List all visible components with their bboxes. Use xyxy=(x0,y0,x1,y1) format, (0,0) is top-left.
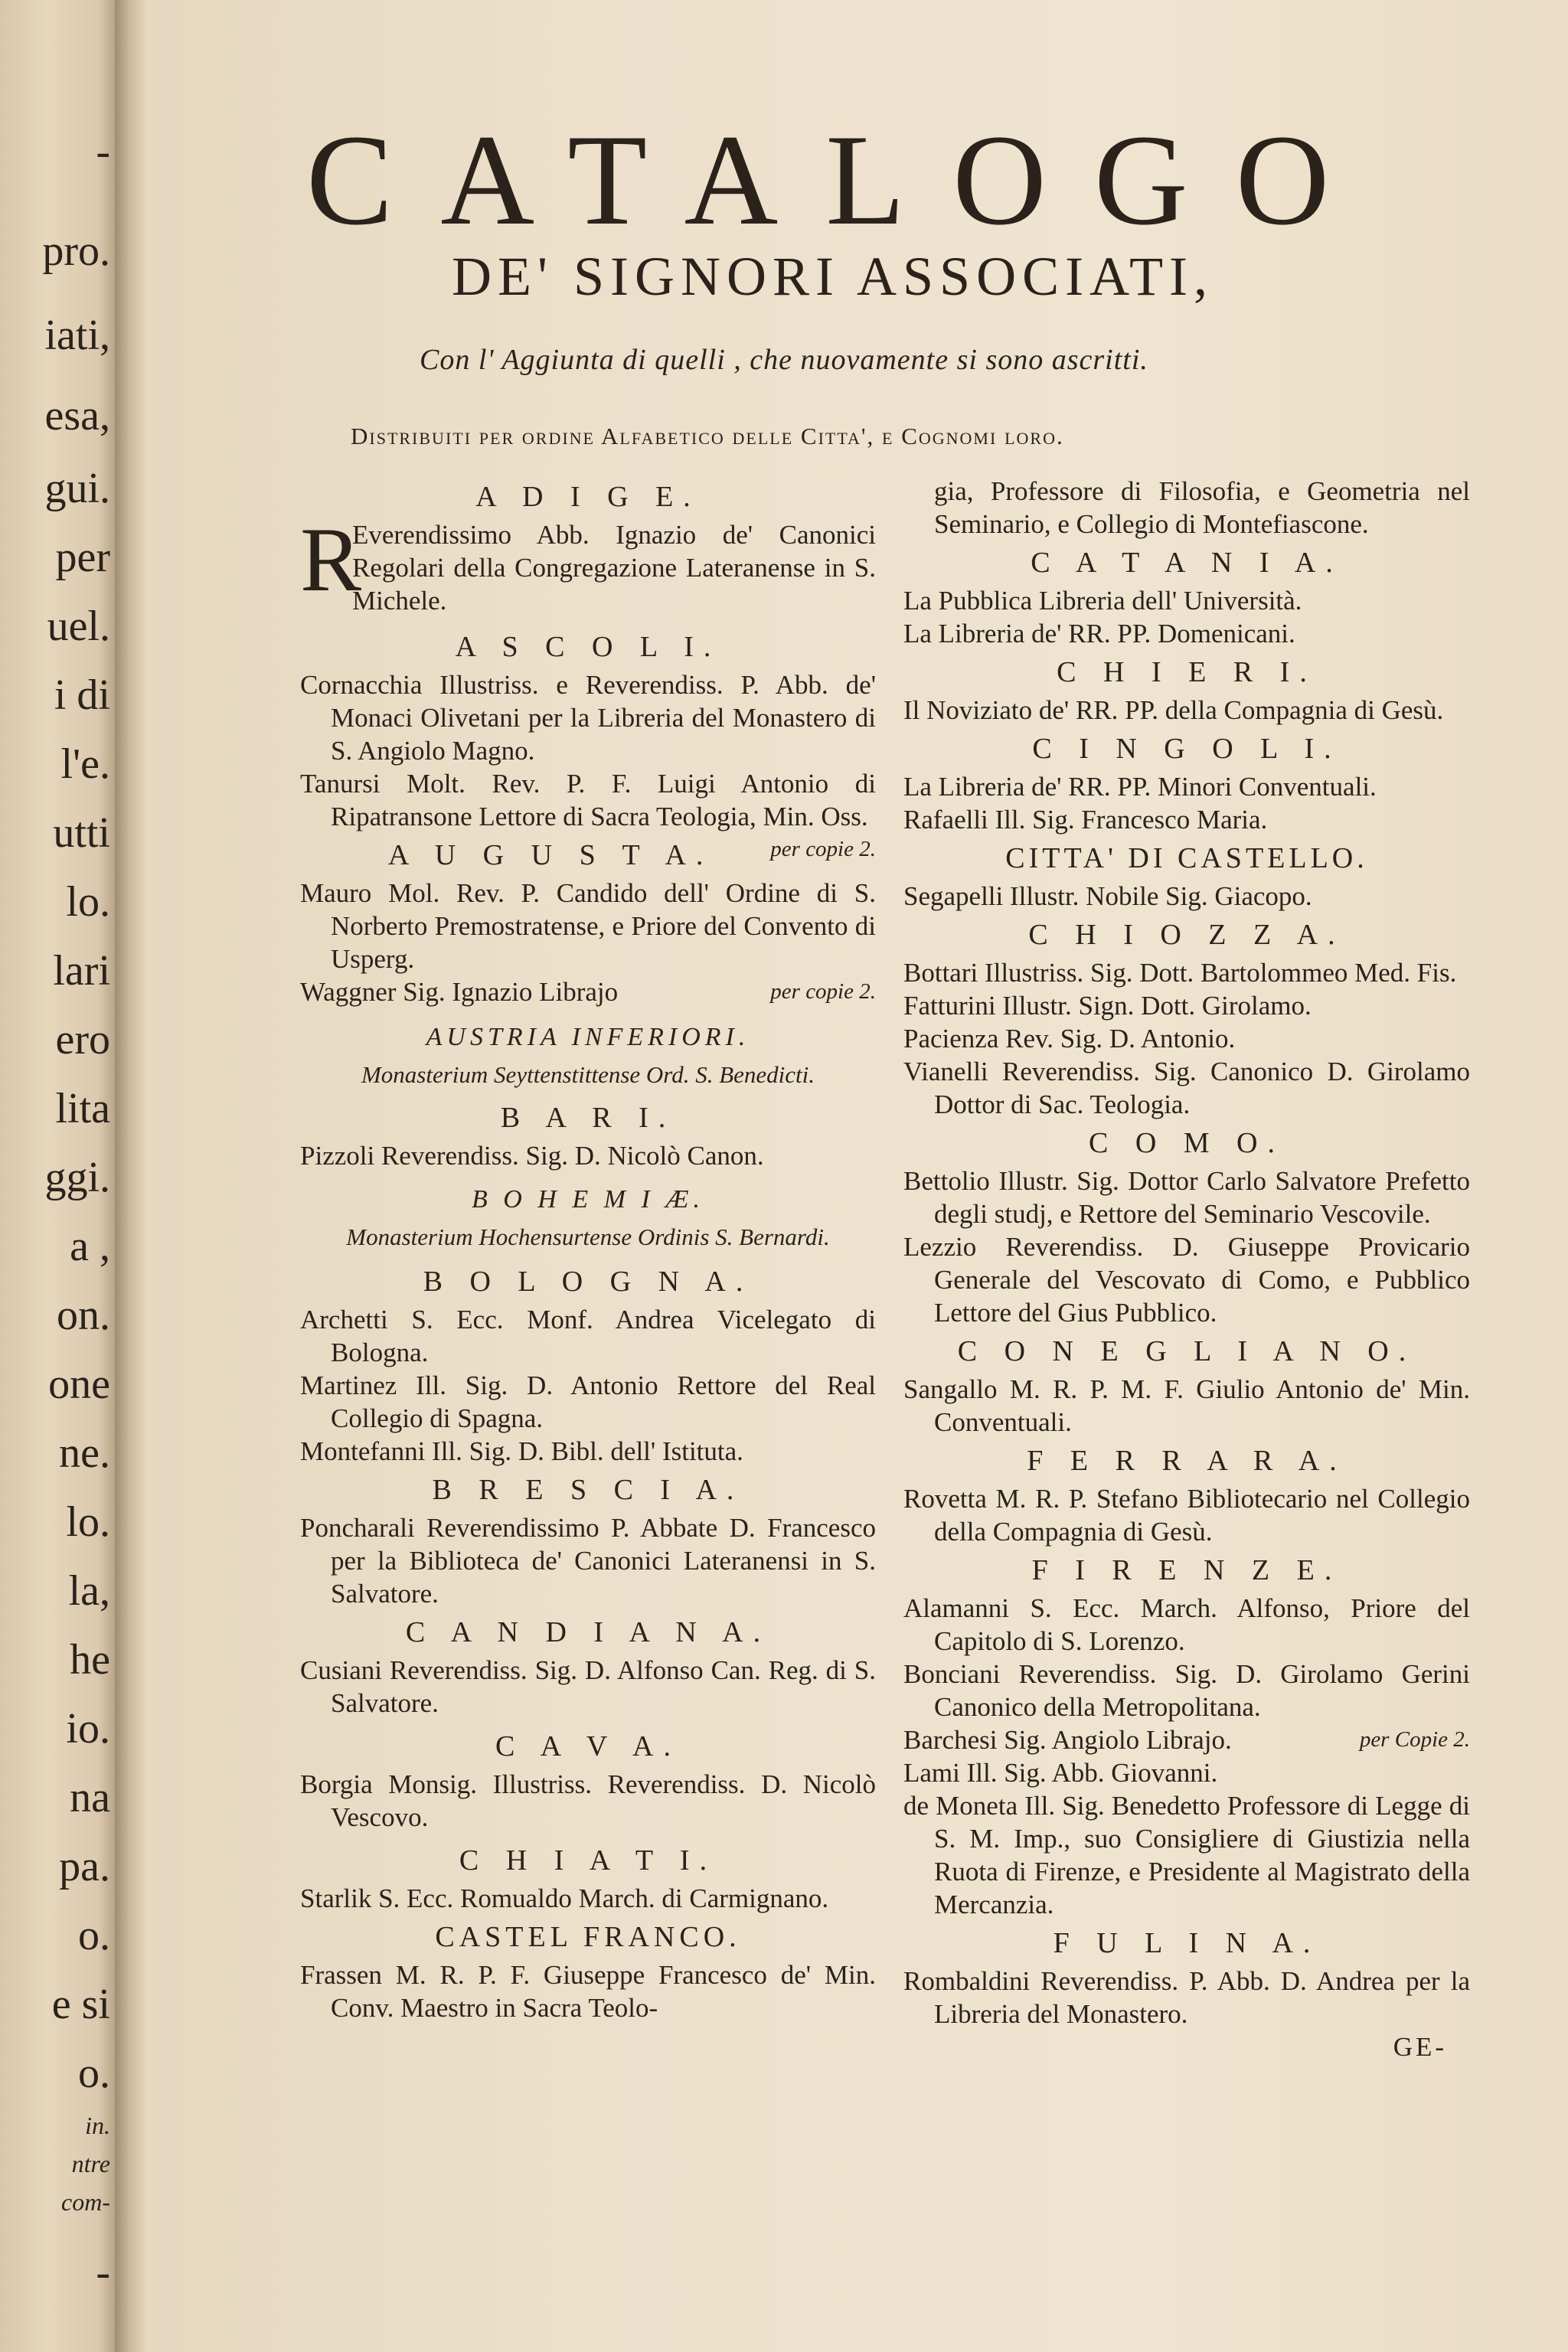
facing-page-text-fragment: lita xyxy=(55,1085,110,1132)
list-item: Il Noviziato de' RR. PP. della Compagnia di Gesù. xyxy=(903,695,1444,725)
list-item: Borgia Monsig. Illustriss. Reverendiss. D. Nicolò Vescovo. xyxy=(300,1769,876,1832)
list-item: Montefanni Ill. Sig. D. Bibl. dell' Istituta. xyxy=(300,1436,743,1466)
list-item: Martinez Ill. Sig. D. Antonio Rettore del Real Collegio di Spagna. xyxy=(300,1370,876,1433)
copies-note: per Copie 2. xyxy=(1359,1727,1470,1752)
section-heading-austria: AUSTRIA INFERIORI. xyxy=(426,1023,750,1051)
section-heading-candiana: C A N D I A N A. xyxy=(405,1616,771,1648)
facing-page-text-fragment: gui. xyxy=(44,465,110,512)
facing-page-text-fragment: pro. xyxy=(42,227,110,275)
section-heading-catania: C A T A N I A. xyxy=(1031,547,1343,579)
column-right xyxy=(903,475,1470,2063)
list-item: Cusiani Reverendiss. Sig. D. Alfonso Can. Reg. di S. Salvatore. xyxy=(300,1655,876,1718)
list-item: Frassen M. R. P. F. Giuseppe Francesco de' Min. Conv. Maestro in Sacra Teolo- xyxy=(300,1960,876,2023)
facing-page-text-fragment: com- xyxy=(61,2188,110,2216)
page-subtitle: DE' SIGNORI ASSOCIATI, xyxy=(452,246,1214,307)
facing-page-text-fragment: na xyxy=(70,1774,110,1821)
list-item: Rombaldini Reverendiss. P. Abb. D. Andrea per la Libreria del Monastero. xyxy=(903,1966,1470,2029)
facing-page-text-fragment: ntre xyxy=(71,2150,110,2177)
facing-page-text-fragment: ne. xyxy=(59,1429,110,1477)
facing-page-text-fragment: iati, xyxy=(44,312,110,359)
section-heading-cava: C A V A. xyxy=(495,1730,681,1762)
list-item: Lami Ill. Sig. Abb. Giovanni. xyxy=(903,1758,1218,1788)
section-heading-fulina: F U L I N A. xyxy=(1053,1927,1321,1959)
list-item xyxy=(903,1723,1470,1756)
facing-page-text-fragment: lari xyxy=(53,947,110,995)
facing-page-text-fragment: io. xyxy=(66,1705,110,1753)
list-item: Cornacchia Illustriss. e Reverendiss. P. Abb. de' Monaci Olivetani per la Libreria del Monastero di S. Angiolo Magno. xyxy=(300,670,876,766)
facing-page-text-fragment: a , xyxy=(70,1223,110,1270)
copies-note: per copie 2. xyxy=(770,979,876,1004)
institution-note: Monasterium Seyttenstittense Ord. S. Benedicti. xyxy=(361,1061,815,1088)
list-item: Mauro Mol. Rev. P. Candido dell' Ordine di S. Norberto Premostratense, e Priore del Convento di Usperg. xyxy=(300,878,876,974)
facing-page-text-fragment: lo. xyxy=(66,1498,110,1546)
facing-page-text-fragment: per xyxy=(55,534,110,581)
list-item: Fatturini Illustr. Sign. Dott. Girolamo. xyxy=(903,991,1312,1021)
copies-note: per copie 2. xyxy=(770,837,876,861)
section-heading-ascoli: A S C O L I. xyxy=(455,631,721,663)
entry-text: Waggner Sig. Ignazio Librajo xyxy=(300,977,619,1007)
list-item: Vianelli Reverendiss. Sig. Canonico D. Girolamo Dottor di Sac. Teologia. xyxy=(903,1057,1470,1119)
list-item: La Libreria de' RR. PP. Domenicani. xyxy=(903,619,1295,648)
list-item: Bottari Illustriss. Sig. Dott. Bartolommeo Med. Fis. xyxy=(903,958,1457,988)
facing-page-text-fragment: i di xyxy=(54,671,110,719)
list-item xyxy=(300,975,876,1008)
section-heading-ferrara: F E R R A R A. xyxy=(1027,1445,1347,1477)
facing-page-text-fragment: o. xyxy=(78,2050,110,2097)
section-heading-bohemiae: B O H E M I Æ. xyxy=(471,1185,705,1214)
entry-text: Barchesi Sig. Angiolo Librajo. xyxy=(903,1725,1232,1755)
facing-page xyxy=(0,0,115,2352)
subtitle-line-2: Con l' Aggiunta di quelli , che nuovamente si sono ascritti. xyxy=(420,344,1148,376)
section-heading-firenze: F I R E N Z E. xyxy=(1031,1554,1342,1586)
facing-page-text-fragment: ggi. xyxy=(44,1154,110,1201)
page-title: CATALOGO xyxy=(306,108,1377,252)
list-item: Bettolio Illustr. Sig. Dottor Carlo Salvatore Prefetto degli studj, e Rettore del Seminario Vescovile. xyxy=(903,1166,1470,1229)
list-item: Rafaelli Ill. Sig. Francesco Maria. xyxy=(903,805,1268,835)
facing-page-text-fragment: utti xyxy=(53,809,110,857)
list-item: Segapelli Illustr. Nobile Sig. Giacopo. xyxy=(903,881,1312,911)
section-heading-chieri: C H I E R I. xyxy=(1057,656,1317,688)
section-heading-cingoli: C I N G O L I. xyxy=(1032,733,1341,765)
facing-page-text-fragment: o. xyxy=(78,1912,110,1959)
section-heading-como: C O M O. xyxy=(1088,1127,1285,1159)
list-item: Archetti S. Ecc. Monf. Andrea Vicelegato di Bologna. xyxy=(300,1305,876,1367)
facing-page-text-fragment: on. xyxy=(57,1292,110,1339)
facing-page-text-fragment: - xyxy=(96,128,110,175)
section-heading-conegliano: C O N E G L I A N O. xyxy=(957,1335,1416,1367)
list-item: Poncharali Reverendissimo P. Abbate D. Francesco per la Biblioteca de' Canonici Lateranensi in S. Salvatore. xyxy=(300,1513,876,1609)
entry-text: Tanursi Molt. Rev. P. F. Luigi Antonio di Ripatransone Lettore di Sacra Teologia, Min. Oss. xyxy=(300,769,876,831)
list-item-continuation: gia, Professore di Filosofia, e Geometria nel Seminario, e Collegio di Montefiascone. xyxy=(934,476,1470,539)
catchword: GE- xyxy=(1393,2032,1447,2062)
list-item: Alamanni S. Ecc. March. Alfonso, Priore del Capitolo di S. Lorenzo. xyxy=(903,1593,1470,1656)
facing-page-text-fragment: he xyxy=(70,1636,110,1684)
section-heading-citta-di-castello: CITTA' DI CASTELLO. xyxy=(1005,842,1368,874)
book-gutter xyxy=(115,0,145,2352)
subtitle-line-3: Distribuiti per ordine Alfabetico delle Citta', e Cognomi loro. xyxy=(351,423,1064,449)
section-heading-augusta: A U G U S T A. xyxy=(387,839,714,871)
list-item: Rovetta M. R. P. Stefano Bibliotecario nel Collegio della Compagnia di Gesù. xyxy=(903,1484,1470,1547)
facing-page-text-fragment: l'e. xyxy=(60,740,110,788)
list-item: Bonciani Reverendiss. Sig. D. Girolamo Gerini Canonico della Metropolitana. xyxy=(903,1659,1470,1722)
list-item: de Moneta Ill. Sig. Benedetto Professore di Legge di S. M. Imp., suo Consigliere di Giustizia nella Ruota di Firenze, e Presidente al Magistrato della Mercanzia. xyxy=(903,1791,1470,1919)
section-heading-bologna: B O L O G N A. xyxy=(423,1266,753,1298)
list-item: Lezzio Reverendiss. D. Giuseppe Provicario Generale del Vescovato di Como, e Pubblico Lettore del Gius Pubblico. xyxy=(903,1232,1470,1328)
list-item: Starlik S. Ecc. Romualdo March. di Carmignano. xyxy=(300,1883,829,1913)
institution-note: Monasterium Hochensurtense Ordinis S. Bernardi. xyxy=(346,1223,830,1250)
facing-page-text-fragment: la, xyxy=(68,1567,110,1615)
facing-page-text-fragment: pa. xyxy=(59,1843,110,1890)
facing-page-text-fragment: - xyxy=(96,2249,110,2296)
facing-page-text-fragment: lo. xyxy=(66,878,110,926)
section-heading-brescia: B R E S C I A. xyxy=(432,1474,744,1506)
section-heading-chiati: C H I A T I. xyxy=(459,1844,717,1877)
list-item: Sangallo M. R. P. M. F. Giulio Antonio de' Min. Conventuali. xyxy=(903,1374,1470,1437)
facing-page-text-fragment: esa, xyxy=(44,392,110,439)
facing-page-text-fragment: in. xyxy=(85,2112,110,2139)
list-item: La Pubblica Libreria dell' Università. xyxy=(903,586,1302,616)
column-left xyxy=(300,475,876,2024)
drop-cap: R xyxy=(300,508,362,610)
list-item: Pacienza Rev. Sig. D. Antonio. xyxy=(903,1024,1236,1054)
section-heading-castel-franco: CASTEL FRANCO. xyxy=(435,1921,741,1953)
facing-page-text-fragment: uel. xyxy=(47,603,110,650)
section-heading-bari: B A R I. xyxy=(500,1102,676,1134)
list-item: Pizzoli Reverendiss. Sig. D. Nicolò Canon. xyxy=(300,1141,764,1171)
facing-page-text-fragment: one xyxy=(48,1361,110,1408)
section-heading-adige: A D I G E. xyxy=(475,481,701,513)
section-heading-chiozza: C H I O Z Z A. xyxy=(1028,919,1345,951)
entry-text: Everendissimo Abb. Ignazio de' Canonici Regolari della Congregazione Lateranense in S. Michele. xyxy=(352,520,876,616)
facing-page-text-fragment: ero xyxy=(55,1016,110,1063)
facing-page-text-fragment: e si xyxy=(51,1981,110,2028)
list-item: La Libreria de' RR. PP. Minori Conventuali. xyxy=(903,772,1377,802)
list-item xyxy=(300,508,876,617)
